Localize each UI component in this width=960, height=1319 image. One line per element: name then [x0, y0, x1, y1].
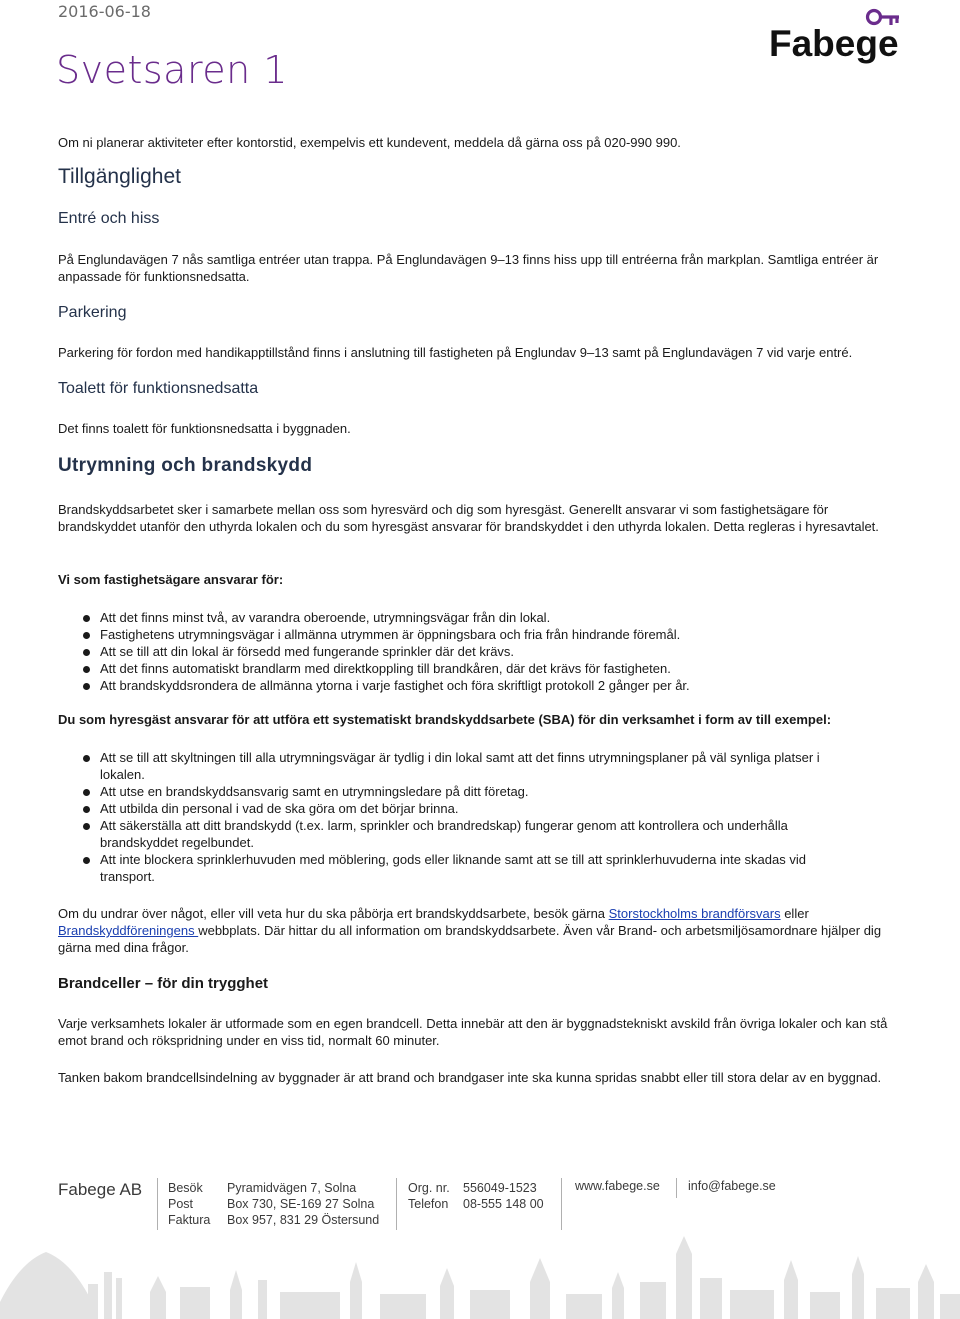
- owner-responsibility-heading: Vi som fastighetsägare ansvarar för:: [58, 572, 284, 587]
- footer-label-invoice: Faktura: [168, 1213, 211, 1227]
- footer-divider: [561, 1178, 562, 1230]
- info-text-mid: eller: [780, 906, 809, 921]
- heading-fire-safety: Utrymning och brandskydd: [58, 455, 313, 476]
- tenant-responsibility-heading: Du som hyresgäst ansvarar för att utföra ett systematiskt brandskyddsarbete (SBA) för din verksamhet i form av till exempel:: [58, 712, 832, 727]
- intro-text: Om ni planerar aktiviteter efter kontorstid, exempelvis ett kundevent, meddela då gärna oss på 020-990 990.: [58, 135, 681, 150]
- footer-company: Fabege AB: [58, 1180, 143, 1199]
- heading-toilet: Toalett för funktionsnedsatta: [58, 380, 259, 397]
- footer-label-org: Org. nr.: [408, 1181, 450, 1195]
- footer-email[interactable]: info@fabege.se: [688, 1179, 776, 1193]
- footer-org-number: 556049-1523: [463, 1181, 537, 1195]
- heading-entry: Entré och hiss: [58, 210, 160, 227]
- fire-info-text: [58, 905, 898, 956]
- info-text-start: Om du undrar över något, eller vill veta hur du ska påbörja ert brandskyddsarbete, besök gärna: [58, 906, 609, 921]
- parking-text: Parkering för fordon med handikapptillstånd finns i anslutning till fastigheten på Englundav 9–13 samt på Englundavägen 7 vid varje entré.: [58, 345, 853, 360]
- list-item: Att säkerställa att ditt brandskydd (t.ex. larm, sprinkler och brandredskap) fungerar genom att kontrollera och underhålla brandskyddet regelbundet.: [58, 817, 858, 851]
- footer-divider: [396, 1178, 397, 1230]
- footer: [0, 1170, 960, 1319]
- footer-label-post: Post: [168, 1197, 194, 1211]
- footer-divider: [157, 1178, 158, 1230]
- footer-addresses: [227, 1180, 379, 1228]
- footer-contact-labels: [408, 1180, 450, 1212]
- document-date: 2016-06-18: [58, 2, 151, 21]
- footer-website[interactable]: www.fabege.se: [575, 1179, 660, 1193]
- footer-label-visit: Besök: [168, 1181, 203, 1195]
- entry-text: På Englundavägen 7 nås samtliga entréer utan trappa. På Englundavägen 9–13 finns hiss upp till entréerna från markplan. Samtliga entréer är anpassade för funktionsnedsatta.: [58, 252, 879, 284]
- footer-address-post: Box 730, SE-169 27 Solna: [227, 1197, 375, 1211]
- fabege-logo: [766, 4, 906, 72]
- svg-text:Fabege: Fabege: [769, 23, 899, 64]
- page-title: Svetsaren 1: [56, 48, 288, 92]
- list-item: Att inte blockera sprinklerhuvuden med möblering, gods eller liknande samt att se till att sprinklerhuvuderna inte skadas vid transport.: [58, 851, 858, 885]
- footer-contact-values: [463, 1180, 544, 1212]
- footer-label-phone: Telefon: [408, 1197, 449, 1211]
- list-item: Fastighetens utrymningsvägar i allmänna utrymmen är öppningsbara och fria från hindrande föremål.: [58, 626, 898, 643]
- heading-parking: Parkering: [58, 304, 127, 321]
- link-storstockholms-brandforsvar[interactable]: Storstockholms brandförsvars: [608, 906, 781, 921]
- heading-accessibility: Tillgänglighet: [58, 165, 181, 188]
- stockholm-skyline-illustration: [0, 1232, 960, 1319]
- list-item: Att utse en brandskyddsansvarig samt en utrymningsledare på ditt företag.: [58, 783, 858, 800]
- list-item: Att det finns automatiskt brandlarm med direktkoppling till brandkåren, där det krävs för fastigheten.: [58, 660, 898, 677]
- footer-divider: [676, 1178, 677, 1198]
- footer-address-visit: Pyramidvägen 7, Solna: [227, 1181, 357, 1195]
- footer-address-invoice: Box 957, 831 29 Östersund: [227, 1213, 380, 1227]
- list-item: Att det finns minst två, av varandra oberoende, utrymningsvägar från din lokal.: [58, 609, 898, 626]
- list-item: Att brandskyddsrondera de allmänna ytorna i varje fastighet och föra skriftligt protokoll 2 gånger per år.: [58, 677, 898, 694]
- info-text-end: webbplats. Där hittar du all information om brandskyddsarbete. Även vår Brand- och arbetsmiljösamordnare hjälper dig gärna med dina frågor.: [58, 923, 882, 955]
- fire-intro-text: Brandskyddsarbetet sker i samarbete mellan oss som hyresvärd och dig som hyresgäst. Generellt ansvarar vi som fastighetsägare för brandskyddet utanför den uthyrda lokalen och du som hyresgäst ansvarar för brandskyddet i den uthyrda lokalen. Detta regleras i hyresavtalet.: [58, 502, 879, 534]
- owner-responsibility-list: [58, 609, 898, 694]
- heading-fire-cells: Brandceller – för din trygghet: [58, 975, 269, 992]
- list-item: Att utbilda din personal i vad de ska göra om det börjar brinna.: [58, 800, 858, 817]
- toilet-text: Det finns toalett för funktionsnedsatta i byggnaden.: [58, 421, 351, 436]
- footer-address-labels: [168, 1180, 210, 1228]
- fire-cells-text-2: Tanken bakom brandcellsindelning av byggnader är att brand och brandgaser inte ska kunna spridas snabbt eller till stora delar av en byggnad.: [58, 1070, 882, 1085]
- list-item: Att se till att skyltningen till alla utrymningsvägar är tydlig i din lokal samt att det finns utrymningsplaner på väl synliga platser i lokalen.: [58, 749, 858, 783]
- link-brandskyddsforeningen[interactable]: Brandskyddföreningens: [58, 923, 199, 938]
- list-item: Att se till att din lokal är försedd med fungerande sprinkler där det krävs.: [58, 643, 898, 660]
- fire-cells-text-1: Varje verksamhets lokaler är utformade som en egen brandcell. Detta innebär att den är byggnadstekniskt avskild från övriga lokaler och kan stå emot brand och rökspridning under en viss tid, normalt 60 minuter.: [58, 1016, 888, 1048]
- tenant-responsibility-list: [58, 749, 858, 885]
- footer-phone: 08-555 148 00: [463, 1197, 544, 1211]
